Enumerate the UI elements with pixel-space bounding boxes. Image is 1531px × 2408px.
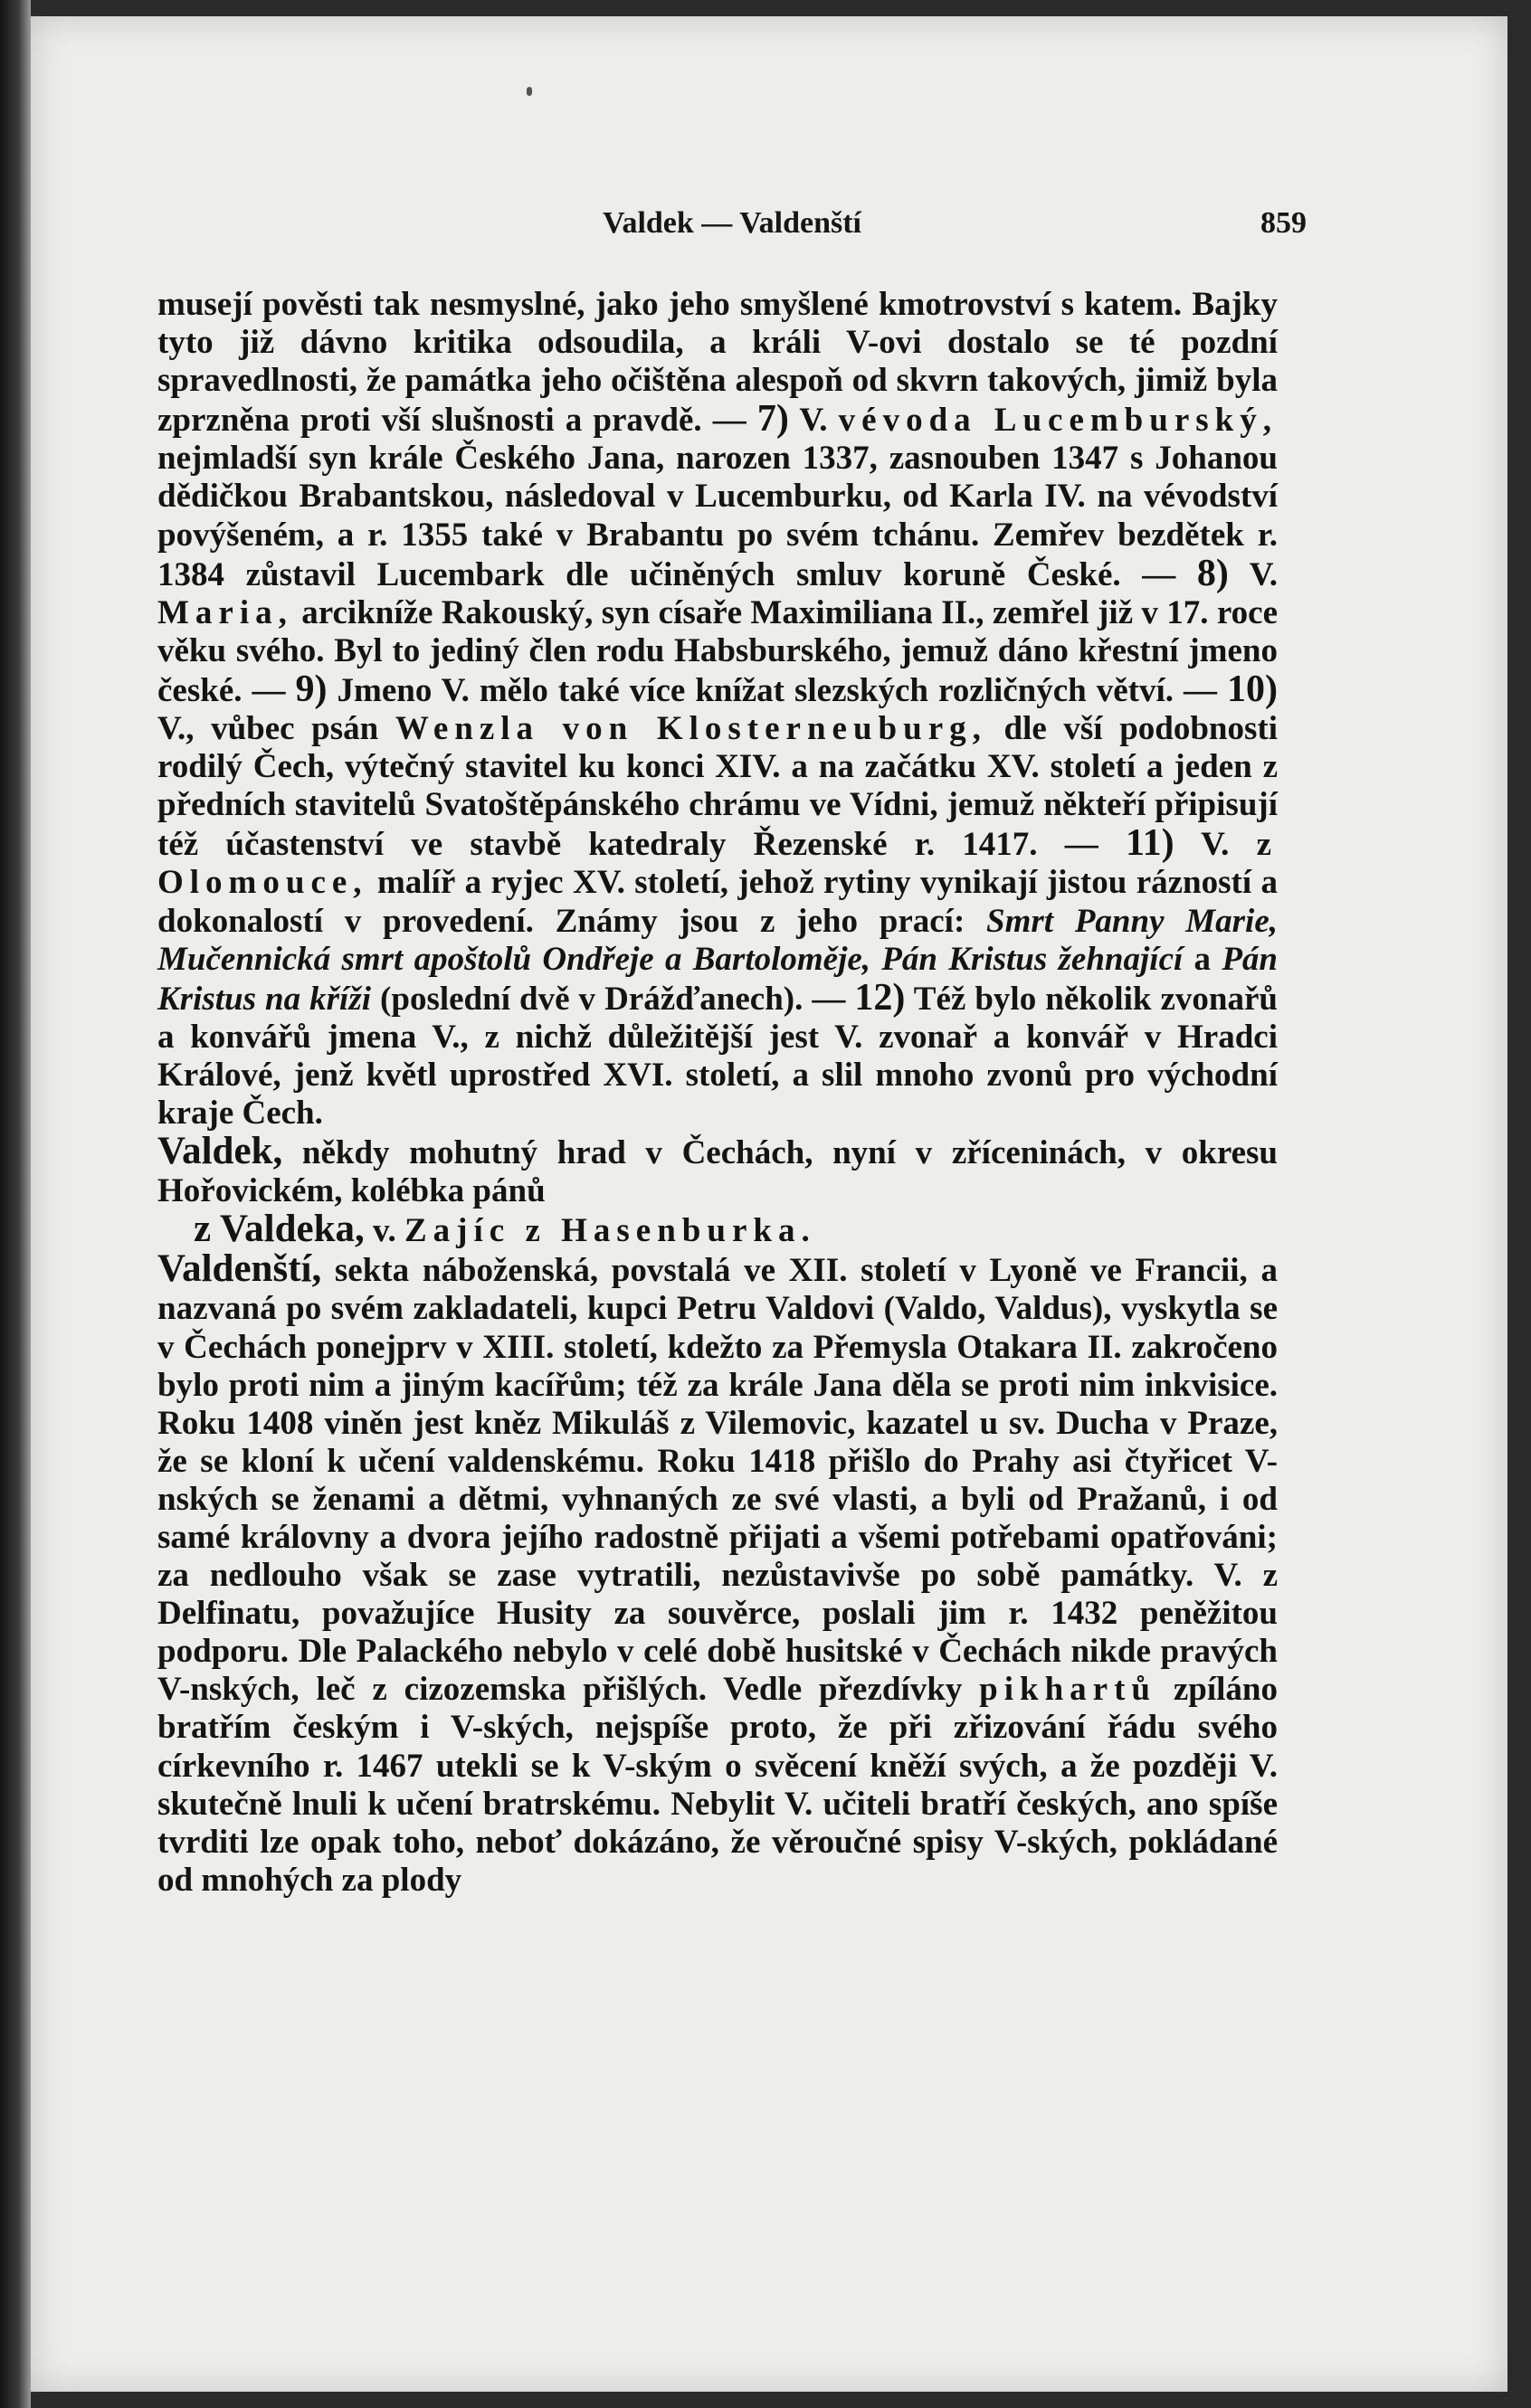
book-page (31, 16, 1507, 2392)
text-run: nejmladší syn krále Českého Jana, narozen 1337, zasnouben 1347 s Johanou dědičkou Brabantskou, následoval v Lucemburku, od Karla IV. na vévodství povýšeném, a r. 1355 také v Brabantu po svém tchánu. Zemřev bezdětek r. 1384 zůstavil Lucembark dle učiněných smluv koruně České. — (157, 440, 1278, 593)
section-number: 11) (1125, 822, 1174, 865)
section-number: 12) (854, 976, 906, 1019)
text-run: malíř a ryjec XV. století, jehož rytiny vynikají jistou rázností a dokonalostí v provedení. Známy jsou z jeho prací: (157, 864, 1279, 940)
italic-work-titles: Smrt Panny Marie, Mučennická smrt apoštolů Ondřeje a Bartoloměje, Pán Kristus žehnající (157, 902, 1278, 978)
entry-valdek (157, 1130, 1279, 1210)
paragraph-v-continuation (157, 286, 1278, 1133)
entry-valdensti (157, 1247, 1278, 1900)
section-number: 10) (1227, 668, 1278, 710)
spaced-name: Wenzla von Klosterneuburg, (395, 710, 987, 748)
spaced-name: z Olomouce, (157, 826, 1278, 902)
spaced-name: pikhartů (979, 1671, 1157, 1709)
text-run: dle vší podobnosti rodilý Čech, výtečný stavitel ku konci XIV. a na začátku XV. století a jeden z předních stavitelů Svatoštěpánského chrámu ve Vídni, jemuž někteří připisují též účastenství ve stavbě katedraly Řezenské r. 1417. — (157, 710, 1278, 864)
running-head: Valdek — Valdenští (603, 206, 861, 240)
text-run: a (1193, 940, 1212, 978)
entry-headword: Valdek, (157, 1130, 283, 1173)
text-run: arcikníže Rakouský, syn císaře Maximiliana II., zemřel již v 17. roce věku svého. Byl to jediný člen rodu Habsburského, jemuž dáno křestní jmeno české. — (157, 593, 1278, 709)
text-run: V. (1249, 555, 1278, 593)
section-number: 7) (756, 398, 789, 441)
page-body-text (157, 286, 1278, 1900)
text-run: V. (1201, 826, 1230, 864)
book-spine-shadow (0, 0, 31, 2408)
entry-z-valdeka (157, 1210, 1278, 1250)
text-run: musejí pověsti tak nesmyslné, jako jeho smyšlené kmotrovství s katem. Bajky tyto již dávno kritika odsoudila, a králi V-ovi dostalo se té pozdní spravedlnosti, že památka jeho očištěna alespoň od skvrn takových, jimiž byla zprzněna proti vší slušnosti a pravdě. — (157, 286, 1278, 440)
section-number: 9) (295, 668, 328, 710)
text-run: Též bylo několik zvonařů a konvářů jmena V., z nichž důležitější jest V. zvonař a konvář v Hradci Králové, jenž květl uprostřed XVI. století, a slil mnoho zvonů pro východní kraje Čech. (157, 980, 1278, 1132)
spaced-name: Zajíc z Hasenburka. (404, 1212, 816, 1250)
entry-headword: z Valdeka, (194, 1208, 365, 1251)
dust-speck (527, 87, 532, 96)
page-number: 859 (1260, 206, 1307, 240)
italic-work-title: Pán Kristus na kříži (157, 940, 1279, 1018)
text-run: zpíláno bratřím českým i V-ských, nejspíše proto, že při zřizování řádu svého církevního r. 1467 utekli se k V-ským o svěcení kněží svých, a že později V. skutečně lnuli k učení bratrskému. Nebylit V. učiteli bratří českých, ano spíše tvrditi lze opak toho, neboť dokázáno, že věroučné spisy V-ských, pokládané od mnohých za plody (157, 1671, 1278, 1899)
text-run: v. (373, 1212, 396, 1250)
entry-headword: Valdenští, (157, 1247, 322, 1291)
text-run: Jmeno V. mělo také více knížat slezských rozličných větví. — (337, 671, 1217, 709)
text-run: někdy mohutný hrad v Čechách, nyní v zříceninách, v okresu Hořovickém, kolébka pánů (157, 1134, 1279, 1210)
section-number: 8) (1196, 552, 1229, 594)
text-run: (poslední dvě v Drážďanech). — (380, 980, 846, 1018)
text-run: V. (799, 402, 828, 440)
spaced-name: Maria, (157, 593, 293, 631)
spaced-name: vévoda Lucemburský, (838, 402, 1278, 440)
text-run: sekta náboženská, povstalá ve XII. století v Lyoně ve Francii, a nazvaná po svém zakladateli, kupci Petru Valdovi (Valdo, Valdus), vyskytla se v Čechách ponejprv v XIII. století, kdežto za Přemysla Otakara II. zakročeno bylo proti nim a jiným kacířům; též za krále Jana děla se proti nim inkvisice. Roku 1408 viněn jest kněz Mikuláš z Vilemovic, kazatel u sv. Ducha v Praze, že se kloní k učení valdenskému. Roku 1418 přišlo do Prahy asi čtyřicet V-nských se ženami a dětmi, vyhnaných ze své vlasti, a byli od Pražanů, i od samé královny a dvora jejího radostně přijati a všemi potřebami opatřováni; za nedlouho však se zase vytratili, nezůstavivše po sobě památky. V. z Delfinatu, považujíce Husity za souvěrce, poslali jim r. 1432 peněžitou podporu. Dle Palackého nebylo v celé době husitské v Čechách nikde pravých V-nských, leč z cizozemska přišlých. Vedle přezdívky (157, 1252, 1278, 1709)
text-run: V., vůbec psán (157, 710, 379, 748)
